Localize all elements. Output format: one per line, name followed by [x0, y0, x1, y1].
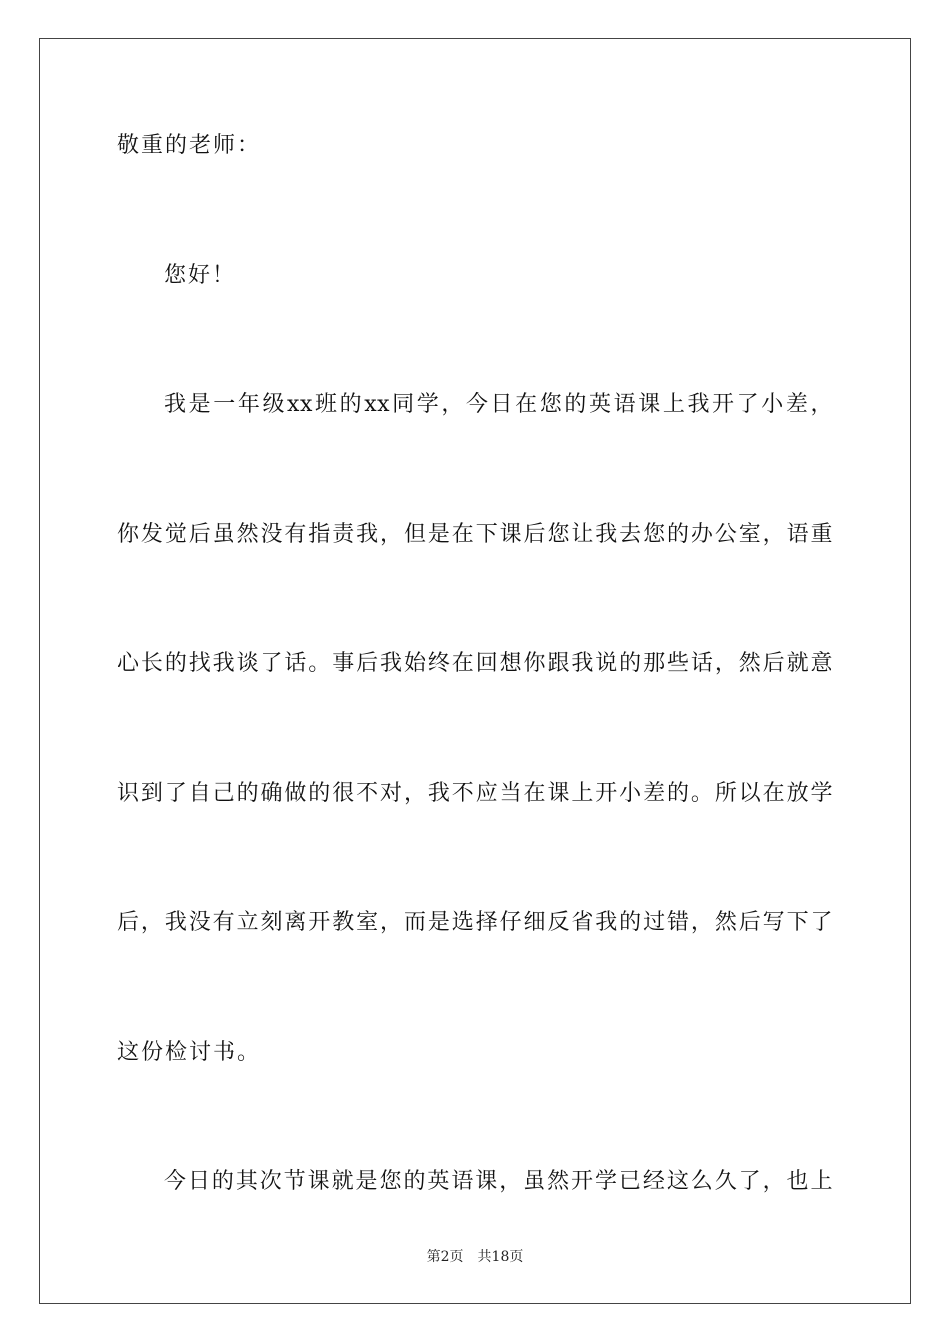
- page-total: 共18页: [477, 1249, 524, 1265]
- paragraph-line: 今日的其次节课就是您的英语课，虽然开学已经这么久了，也上: [164, 1169, 833, 1194]
- paragraph-line: 后，我没有立刻离开教室，而是选择仔细反省我的过错，然后写下了: [117, 910, 833, 935]
- paragraph-line: 这份检讨书。: [117, 1039, 262, 1065]
- paragraph-line: 我是一年级xx班的xx同学，今日在您的英语课上我开了小差，: [164, 392, 833, 417]
- salutation-line: 敬重的老师：: [117, 133, 262, 158]
- paragraph-line: 心长的找我谈了话。事后我始终在回想你跟我说的那些话，然后就意: [117, 651, 833, 676]
- paragraph-line: 识到了自己的确做的很不对，我不应当在课上开小差的。所以在放学: [117, 780, 833, 806]
- page-number: 第2页: [426, 1249, 464, 1265]
- document-body: [117, 130, 833, 1296]
- page-footer: [0, 1246, 950, 1266]
- greeting-line: 您好！: [164, 262, 237, 288]
- paragraph-line: 你发觉后虽然没有指责我，但是在下课后您让我去您的办公室，语重: [117, 521, 833, 547]
